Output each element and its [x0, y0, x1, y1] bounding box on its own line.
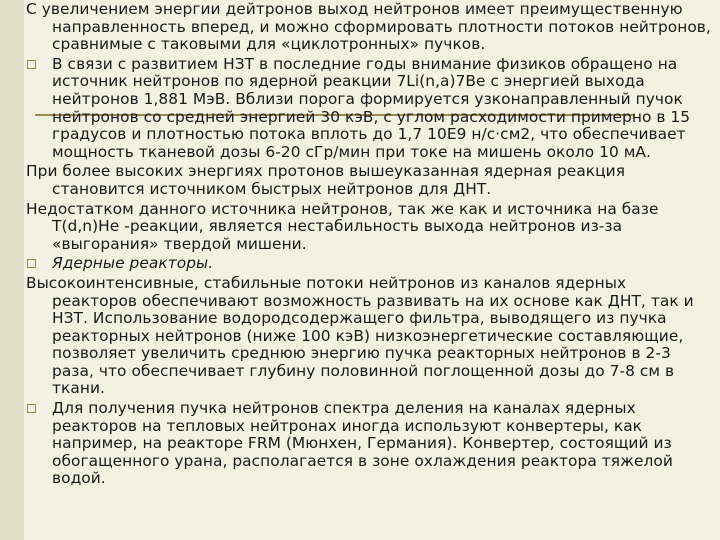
bullet-paragraph-li-reaction — [26, 56, 716, 162]
bullet-paragraph-nuclear-reactors — [26, 255, 716, 273]
bullet-paragraph-converters — [26, 400, 716, 488]
paragraph-deuteron-energy: С увеличением энергии дейтронов выход нейтронов имеет преимущественную направленность вперед, и можно сформировать плотности потоков нейтронов, сравнимые с таковыми для «циклотронных» пучков. — [26, 0, 711, 54]
paragraph-source-drawback: Недостатком данного источника нейтронов, так же как и источника на базе T(d,n)He -реакции, является нестабильность выхода нейтронов из-за «выгорания» твердой мишени. — [26, 199, 659, 253]
paragraph-proton-energy: При более высоких энергиях протонов вышеуказанная ядерная реакция становится источником быстрых нейтронов для ДНТ. — [26, 162, 626, 198]
square-bullet-icon — [27, 259, 36, 268]
bullet-text: В связи с развитием НЗТ в последние годы внимание физиков обращено на источник нейтронов по ядерной реакции 7Li(n,a)7Be с энергией выхода нейтронов 1,881 МэВ. Вблизи порога формируется узконаправленный пучок нейтронов со средней энергией 30 кэВ, с углом расходимости примерно в 15 градусов и плотностью потока вплоть до 1,7 10Е9 н/с·см2, что обеспечивает мощность тканевой дозы 6-20 сГр/мин при токе на мишень около 10 мА. — [52, 54, 691, 161]
square-bullet-icon — [27, 404, 36, 413]
square-bullet-icon — [27, 60, 36, 69]
bullet-text: Для получения пучка нейтронов спектра деления на каналах ядерных реакторов на тепловых нейтронах иногда используют конвертеры, как например, на реакторе FRM (Мюнхен, Германия). Конвертер, состоящий из обогащенного урана, располагается в зоне охлаждения реактора тяжелой водой. — [52, 399, 673, 488]
slide-sidebar — [0, 0, 24, 540]
paragraph-reactor-fluxes: Высокоинтенсивные, стабильные потоки нейтронов из каналов ядерных реакторов обеспечивают возможность развивать на их основе как ДНТ, так и НЗТ. Использование водородсодержащего фильтра, выводящего из пучка реакторных нейтронов (ниже 100 кэВ) низкоэнергетические составляющие, позволяет увеличить среднюю энергию пучка реакторных нейтронов в 2-3 раза, что обеспечивает глубину половинной поглощенной дозы до 7-8 см в ткани. — [26, 273, 694, 398]
bullet-heading-text: Ядерные реакторы. — [52, 254, 214, 273]
slide-body — [26, 1, 716, 490]
